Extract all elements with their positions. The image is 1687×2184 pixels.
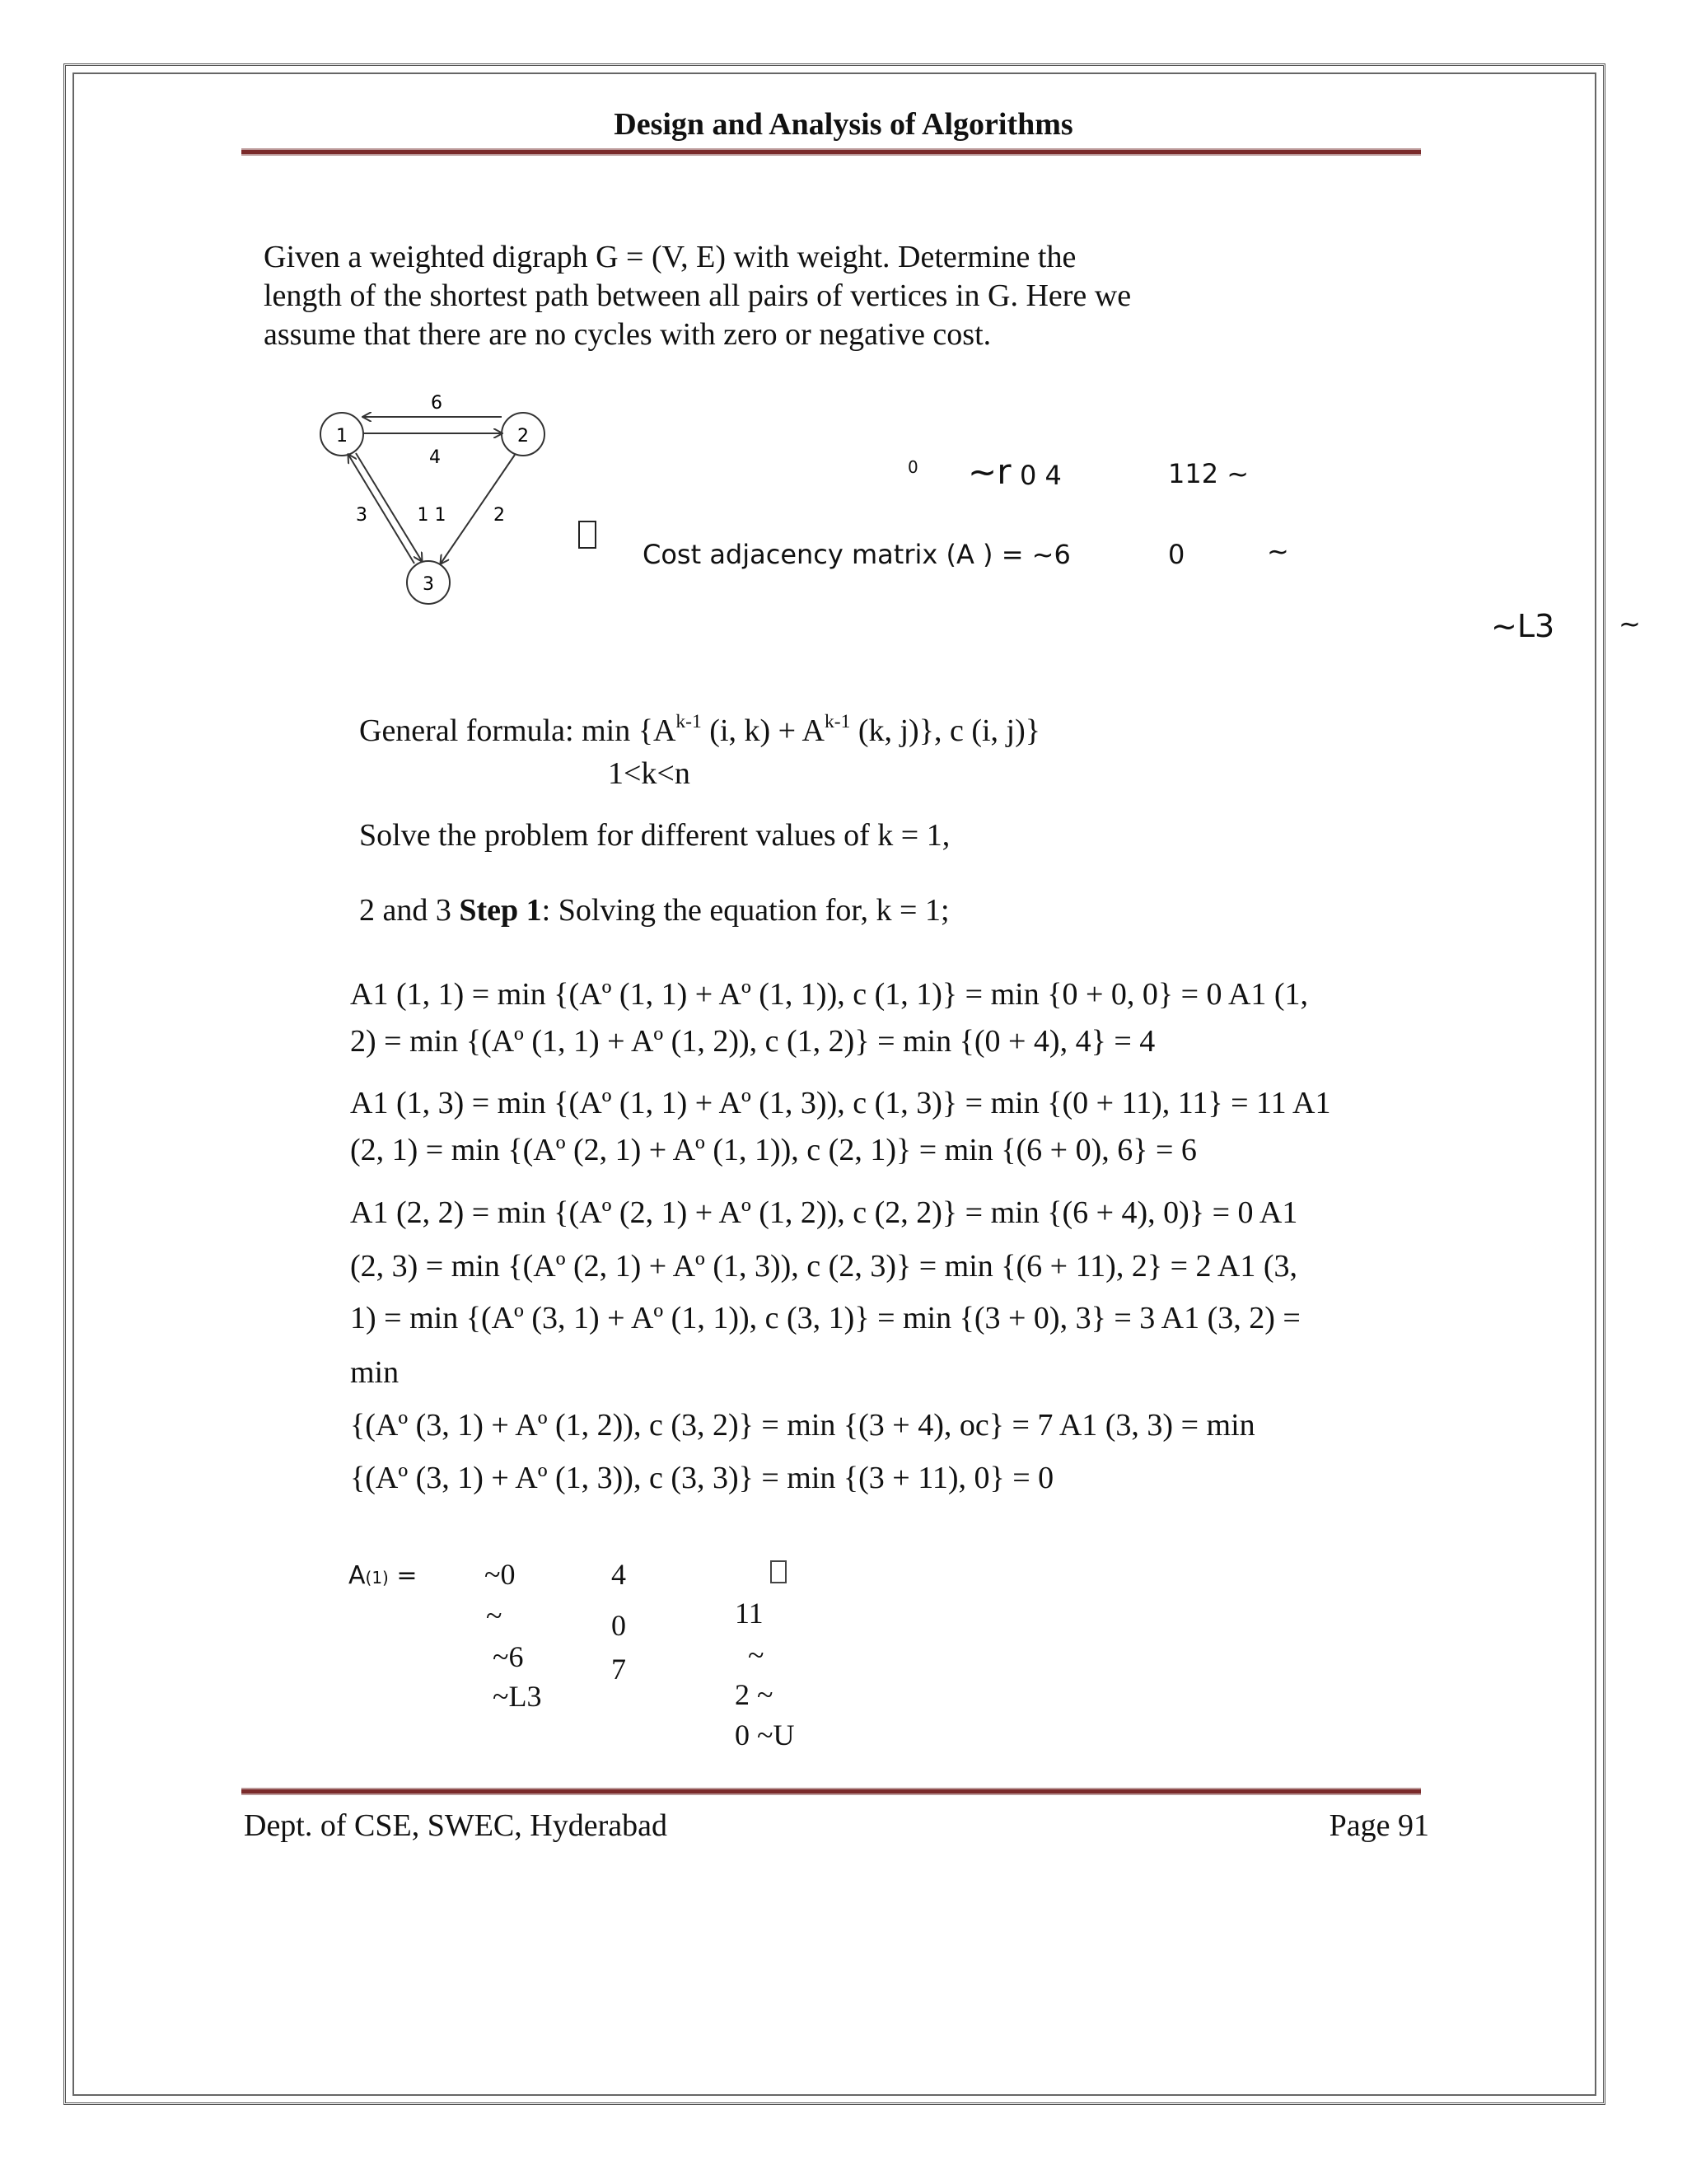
- equation-line-4: (2, 1) = min {(Aº (2, 1) + Aº (1, 1)), c (2, 1)} = min {(6 + 0), 6} = 6: [350, 1133, 1197, 1167]
- a1-missing-glyph-box: [770, 1560, 787, 1583]
- solve-line: Solve the problem for different values of k = 1,: [359, 818, 951, 853]
- edge-weight-6: 6: [431, 393, 442, 414]
- edge-weight-11: 1 1: [417, 505, 446, 526]
- a1-col2-row2: 0: [611, 1609, 626, 1642]
- equation-line-10: {(Aº (3, 1) + Aº (1, 3)), c (3, 3)} = min {(3 + 11), 0} = 0: [350, 1461, 1054, 1495]
- general-formula: General formula: $\min \{A^{k-1}$ (i, $k) + A^{k-1}$ (k, j)}, c (i, j)}: [359, 711, 1040, 748]
- cost-matrix-label: Cost adjacency matrix (A ) = ~6: [643, 539, 1071, 570]
- edge-weight-2: 2: [493, 505, 505, 526]
- node-3-label: 3: [423, 574, 434, 595]
- a1-col3-row5: 0 ~U: [735, 1719, 795, 1751]
- node-2-label: 2: [517, 426, 529, 447]
- edge-weight-4: 4: [429, 447, 441, 468]
- equation-line-7: 1) = min {(Aº (3, 1) + Aº (1, 1)), c (3, 1)} = min {(3 + 0), 3} = 3 A1 (3, 2) =: [350, 1301, 1301, 1335]
- matrix-row1-bracket: ~r: [968, 451, 1012, 492]
- matrix-row1-values: 0 4: [1020, 460, 1062, 491]
- footer-page-number: Page 91: [1329, 1808, 1429, 1843]
- footer-rule: [241, 1788, 1421, 1795]
- a1-col3-row2: 11: [735, 1597, 764, 1630]
- equation-line-6: (2, 3) = min {(Aº (2, 1) + Aº (1, 3)), c (2, 3)} = min {(6 + 11), 2} = 2 A1 (3,: [350, 1249, 1298, 1284]
- a1-matrix-label: A(1) =: [348, 1561, 418, 1590]
- intro-line-2: length of the shortest path between all pairs of vertices in G. Here we: [264, 278, 1132, 313]
- a1-col1-row1: ~0: [484, 1558, 516, 1591]
- a1-col2-row3: 7: [611, 1653, 626, 1686]
- a1-col1-row3: ~6: [493, 1640, 524, 1673]
- equation-line-8: min: [350, 1355, 400, 1390]
- node-1-label: 1: [336, 426, 348, 447]
- matrix-row1-end: 112 ~: [1168, 458, 1250, 489]
- matrix-row3-bracket: ~L3: [1491, 608, 1555, 644]
- formula-range: 1<k<n: [608, 756, 690, 791]
- equation-line-5: A1 (2, 2) = min {(Aº (2, 1) + Aº (1, 2)), c (2, 2)} = min {(6 + 4), 0)} = 0 A1: [350, 1195, 1298, 1230]
- matrix-row3-end: ~: [1619, 608, 1641, 639]
- equation-line-2: 2) = min {(Aº (1, 1) + Aº (1, 2)), c (1, 2)} = min {(0 + 4), 4} = 4: [350, 1024, 1156, 1059]
- page-header-title: Design and Analysis of Algorithms: [614, 107, 1073, 142]
- equation-line-9: {(Aº (3, 1) + Aº (1, 2)), c (3, 2)} = min {(3 + 4), oc} = 7 A1 (3, 3) = min: [350, 1408, 1255, 1443]
- a1-col3-row3: ~: [748, 1639, 764, 1672]
- a1-col2-row1: 4: [611, 1558, 626, 1591]
- edge-weight-3: 3: [356, 505, 367, 526]
- a1-col1-row4: ~L3: [493, 1680, 542, 1713]
- matrix-row2-value: 0: [1168, 539, 1185, 570]
- footer-department: Dept. of CSE, SWEC, Hyderabad: [244, 1808, 667, 1843]
- header-rule: [241, 148, 1421, 156]
- intro-line-1: Given a weighted digraph G = (V, E) with weight. Determine the: [264, 240, 1077, 274]
- matrix-row2-end: ~: [1267, 535, 1289, 567]
- intro-line-3: assume that there are no cycles with zero or negative cost.: [264, 317, 992, 352]
- equation-line-3: A1 (1, 3) = min {(Aº (1, 1) + Aº (1, 3)), c (1, 3)} = min {(0 + 11), 11} = 11 A1: [350, 1086, 1331, 1120]
- weighted-digraph: [305, 387, 552, 610]
- a1-col3-row4: 2 ~: [735, 1678, 773, 1711]
- step-1-line: 2 and 3 Step 1: Solving the equation for, k = 1;: [359, 893, 950, 928]
- missing-glyph-box: [578, 521, 596, 549]
- matrix-superscript-0: 0: [908, 457, 918, 477]
- equation-line-1: A1 (1, 1) = min {(Aº (1, 1) + Aº (1, 1)), c (1, 1)} = min {0 + 0, 0} = 0 A1 (1,: [350, 977, 1309, 1012]
- a1-col1-row2: ~: [486, 1599, 502, 1632]
